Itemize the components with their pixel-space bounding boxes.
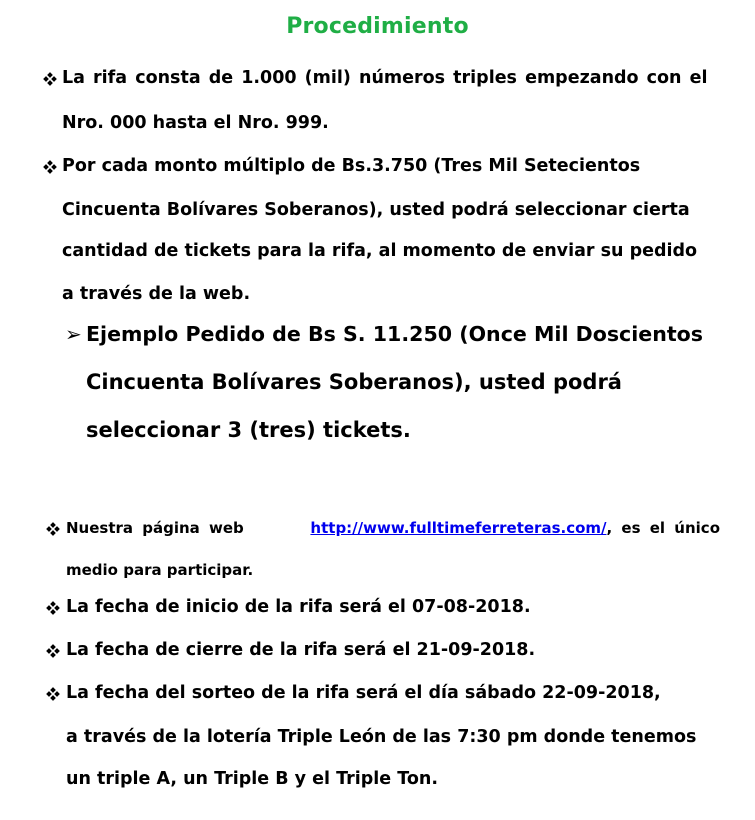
item-3-text-after: , es el único <box>606 519 720 537</box>
page-title: Procedimiento <box>286 14 469 39</box>
item-6-line-1: La fecha del sorteo de la rifa será el día sábado 22-09-2018, <box>66 683 661 703</box>
diamond-bullet-icon <box>47 523 59 535</box>
diamond-bullet-icon <box>44 161 56 173</box>
item-2-line-4: a través de la web. <box>62 284 251 304</box>
item-1-line-1 <box>62 68 707 88</box>
sub-item-line-1: Ejemplo Pedido de Bs S. 11.250 (Once Mil Doscientos <box>86 322 703 346</box>
diamond-bullet-icon <box>47 688 59 700</box>
diamond-bullet-icon <box>47 602 59 614</box>
item-1-line-2: Nro. 000 hasta el Nro. 999. <box>62 113 329 133</box>
item-3-link-wrap <box>310 519 720 537</box>
diamond-bullet-icon <box>44 73 56 85</box>
item-3-line-1 <box>66 519 720 537</box>
diamond-bullet-icon <box>47 645 59 657</box>
item-6-line-3: un triple A, un Triple B y el Triple Ton. <box>66 769 439 789</box>
item-6-line-2: a través de la lotería Triple León de las 7:30 pm donde tenemos <box>66 727 697 747</box>
website-link[interactable]: http://www.fulltimeferreteras.com/ <box>310 519 607 537</box>
item-3-text-before: Nuestra página web <box>66 519 244 537</box>
item-2-line-1: Por cada monto múltiplo de Bs.3.750 (Tres Mil Setecientos <box>62 156 641 176</box>
sub-item-line-2: Cincuenta Bolívares Soberanos), usted podrá <box>86 370 622 394</box>
item-4-line-1: La fecha de inicio de la rifa será el 07-08-2018. <box>66 597 531 617</box>
item-5-line-1: La fecha de cierre de la rifa será el 21-09-2018. <box>66 640 536 660</box>
item-1-text-1: La rifa consta de 1.000 (mil) números triples empezando con el <box>62 68 708 88</box>
item-3-line-2: medio para participar. <box>66 561 254 579</box>
item-2-line-3: cantidad de tickets para la rifa, al momento de enviar su pedido <box>62 241 698 261</box>
arrow-bullet-icon: ➢ <box>65 322 82 346</box>
item-2-line-2: Cincuenta Bolívares Soberanos), usted podrá seleccionar cierta <box>62 200 690 220</box>
sub-item-line-3: seleccionar 3 (tres) tickets. <box>86 418 411 442</box>
